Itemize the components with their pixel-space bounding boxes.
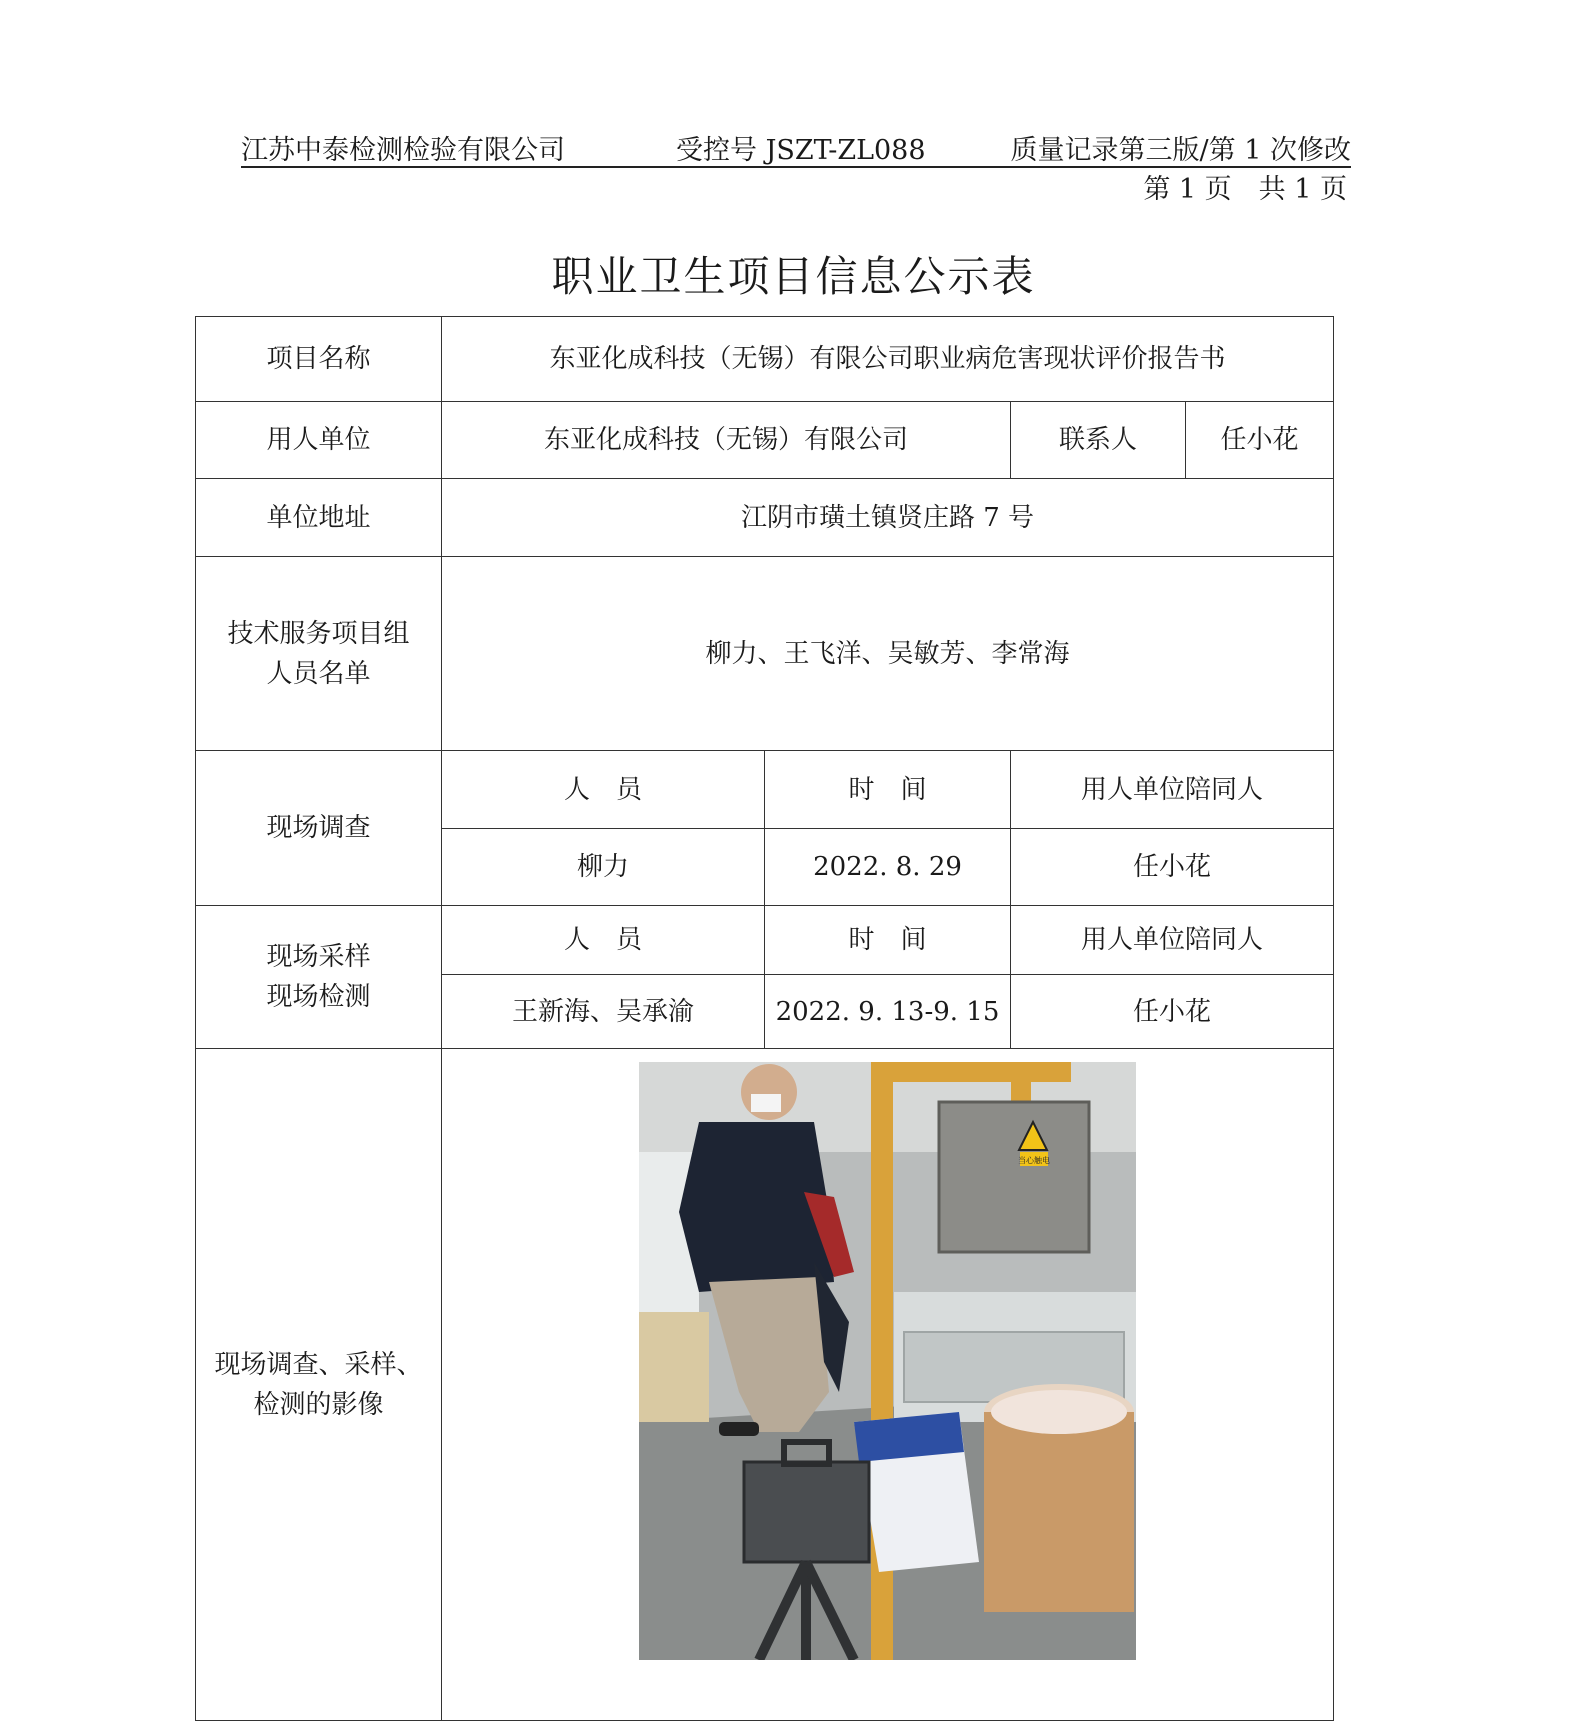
row-project-name: [196, 317, 1334, 402]
warning-sign-text: 当心触电: [1018, 1156, 1050, 1165]
project-name-value: 东亚化成科技（无锡）有限公司职业病危害现状评价报告书: [442, 317, 1334, 402]
site-photo-illustration: [639, 1062, 1136, 1660]
row-survey-header: [196, 751, 1334, 829]
sampling-header-personnel: 人 员: [442, 906, 765, 975]
row-images: [196, 1049, 1334, 1721]
sampling-header-time: 时 间: [765, 906, 1011, 975]
project-name-label: 项目名称: [196, 317, 442, 402]
photo-barrel: [984, 1412, 1134, 1612]
row-sampling-header: [196, 906, 1334, 975]
employer-label: 用人单位: [196, 402, 442, 479]
site-photo: [639, 1062, 1136, 1660]
sampling-label-line1: 现场采样: [266, 942, 371, 972]
image-label-line1: 现场调查、采样、: [214, 1349, 423, 1380]
survey-header-personnel: 人 员: [442, 751, 765, 829]
sampling-label: [196, 906, 442, 1049]
row-employer: [196, 402, 1334, 479]
team-label-line1: 技术服务项目组: [227, 618, 410, 649]
header-company: 江苏中泰检测检验有限公司: [241, 135, 565, 166]
sampling-time: 2022. 9. 13-9. 15: [765, 975, 1011, 1049]
contact-label: 联系人: [1011, 402, 1186, 479]
contact-value: 任小花: [1186, 402, 1334, 479]
page-header: [241, 122, 1351, 168]
image-label: [196, 1049, 442, 1721]
survey-escort: 任小花: [1011, 829, 1334, 906]
address-value: 江阴市璜土镇贤庄路 7 号: [442, 479, 1334, 557]
photo-sampling-instrument: [744, 1462, 869, 1562]
photo-pipe-horizontal: [871, 1062, 1071, 1082]
worker-mask: [751, 1094, 781, 1112]
sampling-header-escort: 用人单位陪同人: [1011, 906, 1334, 975]
survey-personnel: 柳力: [442, 829, 765, 906]
photo-barrel-liner: [991, 1390, 1127, 1434]
sampling-label-line2: 现场检测: [266, 982, 371, 1012]
sampling-personnel: 王新海、吴承渝: [442, 975, 765, 1049]
team-value: 柳力、王飞洋、吴敏芳、李常海: [442, 557, 1334, 751]
survey-label: 现场调查: [196, 751, 442, 906]
sampling-escort: 任小花: [1011, 975, 1334, 1049]
page-number: 第 1 页 共 1 页: [1143, 174, 1347, 205]
worker-shoe: [719, 1422, 759, 1436]
header-record-version: 质量记录第三版/第 1 次修改: [1010, 135, 1351, 166]
row-address: [196, 479, 1334, 557]
survey-header-escort: 用人单位陪同人: [1011, 751, 1334, 829]
image-cell: [442, 1049, 1334, 1721]
survey-time: 2022. 8. 29: [765, 829, 1011, 906]
photo-electrical-box: [939, 1102, 1089, 1252]
team-label: [196, 557, 442, 751]
info-table: [195, 316, 1334, 1721]
survey-header-time: 时 间: [765, 751, 1011, 829]
row-team: [196, 557, 1334, 751]
header-control-number: 受控号 JSZT-ZL088: [676, 135, 926, 166]
address-label: 单位地址: [196, 479, 442, 557]
photo-bag: [639, 1312, 709, 1422]
image-label-line2: 检测的影像: [253, 1389, 384, 1420]
team-label-line2: 人员名单: [266, 658, 371, 689]
document-title: 职业卫生项目信息公示表: [551, 252, 1036, 301]
employer-value: 东亚化成科技（无锡）有限公司: [442, 402, 1011, 479]
